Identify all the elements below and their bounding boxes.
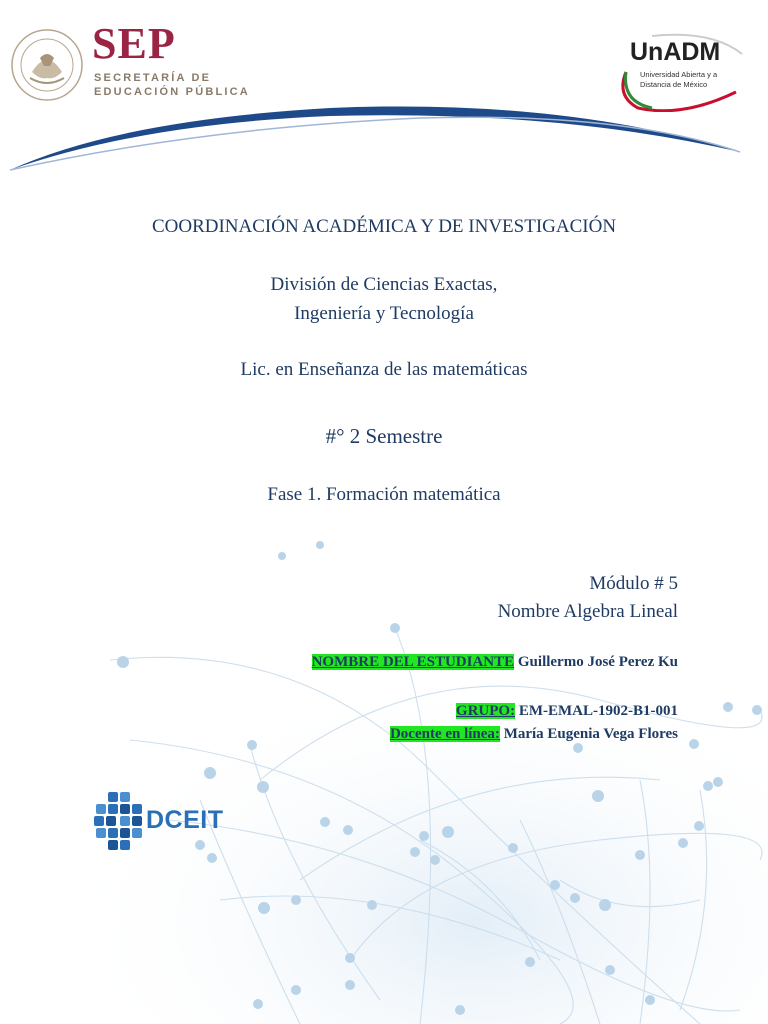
unadm-subtitle-line1: Universidad Abierta y a <box>640 70 718 79</box>
student-label: NOMBRE DEL ESTUDIANTE <box>311 654 515 670</box>
unadm-title: UnADM <box>630 38 721 66</box>
division-line1: División de Ciencias Exactas, <box>270 274 498 295</box>
coordination-title: COORDINACIÓN ACADÉMICA Y DE INVESTIGACIÓN <box>151 216 617 237</box>
dceit-logo <box>90 790 224 856</box>
teacher-name: María Eugenia Vega Flores <box>503 726 678 742</box>
teacher-line <box>390 726 678 743</box>
module-name: Nombre Algebra Lineal <box>497 601 678 622</box>
dceit-cube-icon <box>90 790 146 856</box>
student-line <box>312 654 678 671</box>
phase: Fase 1. Formación matemática <box>267 484 501 505</box>
header <box>0 0 768 185</box>
sep-subtitle-line1: SECRETARÍA DE <box>94 72 212 84</box>
student-name: Guillermo José Perez Ku <box>517 654 678 670</box>
semester: #° 2 Semestre <box>325 424 443 448</box>
group-label: GRUPO: <box>455 703 516 719</box>
sep-title: SEP <box>92 19 176 68</box>
division-line2: Ingeniería y Tecnología <box>294 303 474 324</box>
group-value: EM-EMAL-1902-B1-001 <box>518 703 678 719</box>
dceit-text: DCEIT <box>146 806 224 834</box>
degree-name: Lic. en Enseñanza de las matemáticas <box>240 359 528 380</box>
group-line <box>456 703 678 720</box>
unadm-subtitle-line2: Distancia de México <box>640 80 708 89</box>
unadm-logo <box>612 32 752 112</box>
teacher-label: Docente en línea: <box>389 726 500 742</box>
module-number: Módulo # 5 <box>589 573 678 594</box>
sep-subtitle-line2: EDUCACIÓN PÚBLICA <box>94 86 250 98</box>
